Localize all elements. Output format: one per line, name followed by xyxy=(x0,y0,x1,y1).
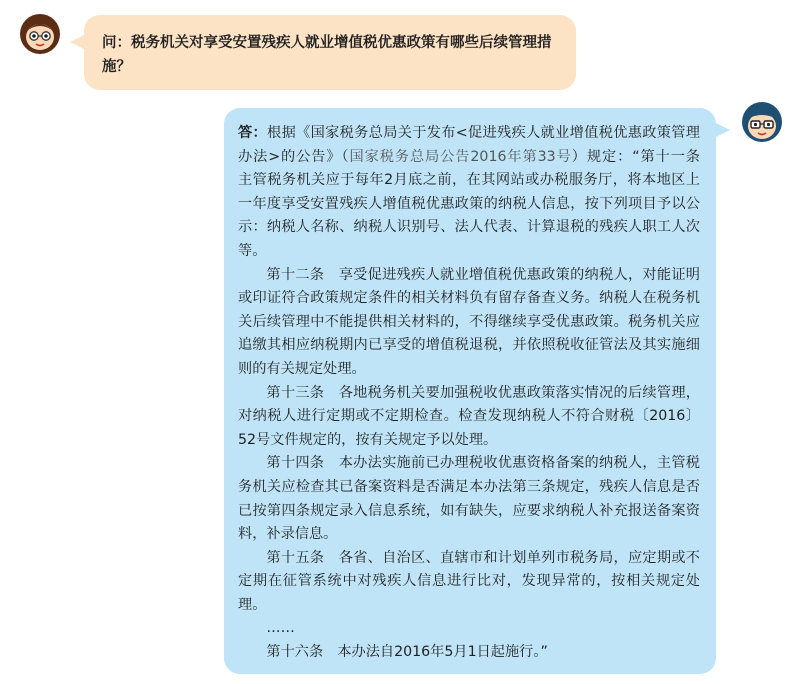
question-label: 问： xyxy=(102,35,131,51)
answer-bubble-tail xyxy=(714,122,730,138)
announcement-link[interactable]: 国家税务总局公告2016年第33号 xyxy=(349,148,572,165)
article-12: 第十二条 享受促进残疾人就业增值税优惠政策的纳税人，对能证明或印证符合政策规定条件的相关材料负有留存备查义务。纳税人在税务机关后续管理中不能提供相关材料的，不得继续享受优惠政策。税务机关应追缴其相应纳税期内已享受的增值税退税，并依照税收征管法及其实施细则的有关规定处理。 xyxy=(238,266,700,377)
answer-intro-after: ）规定：“第十一条 主管税务机关应于每年2月底之前，在其网站或办税服务厅，将本地区上一年度享受安置残疾人增值税优惠政策的纳税人信息，按下列项目予以公示：纳税人名称、纳税人识别号、法人代表、计算退税的残疾人职工人次等。 xyxy=(238,148,715,259)
ellipsis: …… xyxy=(266,620,295,637)
question-text: 税务机关对享受安置残疾人就业增值税优惠政策有哪些后续管理措施？ xyxy=(102,35,552,75)
answer-label: 答： xyxy=(238,125,268,141)
answer-bubble xyxy=(224,108,716,674)
boy-avatar-icon xyxy=(740,100,784,144)
article-14: 第十四条 本办法实施前已办理税收优惠资格备案的纳税人，主管税务机关应检查其已备案资料是否满足本办法第三条规定，残疾人信息是否已按第四条规定录入信息系统，如有缺失，应要求纳税人补充报送备案资料，补录信息。 xyxy=(238,455,700,543)
question-bubble xyxy=(84,15,576,90)
girl-avatar-icon xyxy=(18,12,62,56)
article-16: 第十六条 本办法自2016年5月1日起施行。” xyxy=(266,644,548,661)
article-13: 第十三条 各地税务机关要加强税收优惠政策落实情况的后续管理，对纳税人进行定期或不定期检查。检查发现纳税人不符合财税〔2016〕52号文件规定的，按有关规定予以处理。 xyxy=(238,384,700,448)
article-15: 第十五条 各省、自治区、直辖市和计划单列市税务局，应定期或不定期在征管系统中对残疾人信息进行比对，发现异常的，按相关规定处理。 xyxy=(238,549,700,613)
answer-intro-before: 根据《国家税务总局关于发布<促进残疾人就业增值税优惠政策管理办法>的公告》（ xyxy=(238,125,700,165)
answer-intro xyxy=(238,122,715,264)
